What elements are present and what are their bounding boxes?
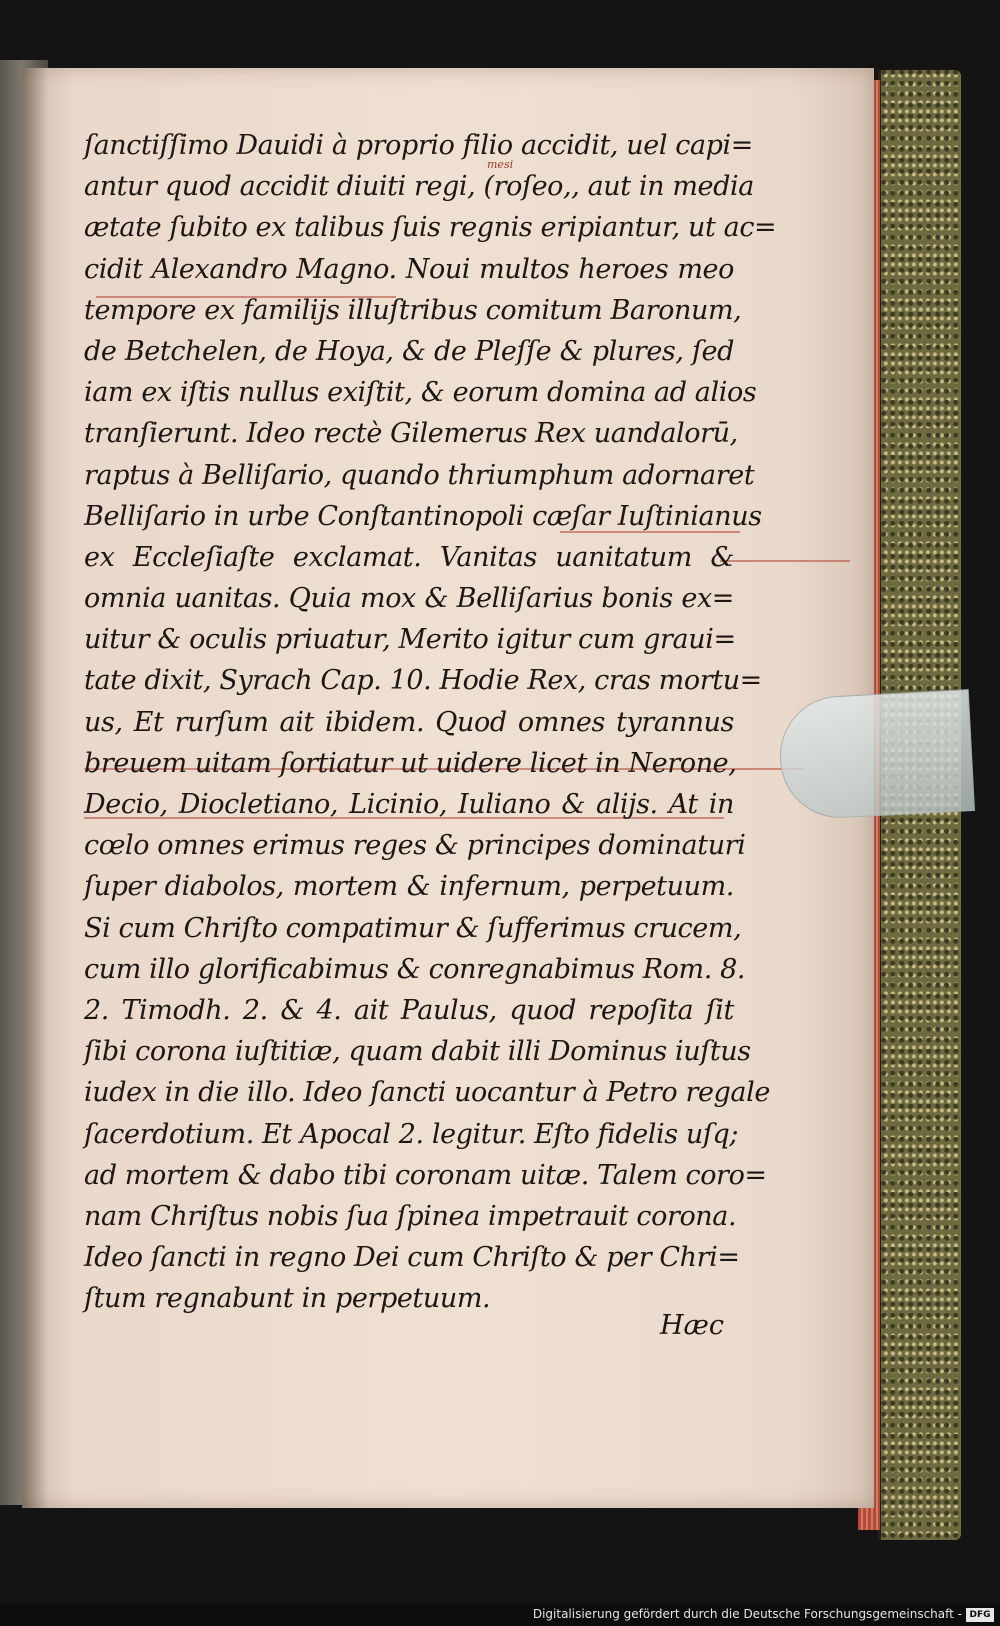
marginal-annotation: mesi: [487, 158, 514, 171]
catchword: Hæc: [660, 1310, 725, 1341]
text-line: tranſierunt. Ideo rectè Gilemerus Rex uandalorū,: [84, 418, 738, 450]
dfg-logo: DFG: [966, 1608, 994, 1622]
text-line: ex Eccleſiaſte exclamat. Vanitas uanitatum &: [84, 541, 734, 573]
text-line: iam ex iſtis nullus exiſtit, & eorum domina ad alios: [84, 377, 757, 409]
text-line: Belliſario in urbe Conſtantinopoli cæſar Iuſtinianus: [84, 500, 762, 532]
text-line: tempore ex familijs illuſtribus comitum Baronum,: [84, 294, 742, 326]
text-line: ſibi corona iuſtitiæ, quam dabit illi Dominus iuſtus: [84, 1036, 751, 1068]
text-line: ſacerdotium. Et Apocal 2. legitur. Eſto fidelis uſq;: [84, 1118, 739, 1150]
text-line: ſtum regnabunt in perpetuum.: [84, 1283, 491, 1315]
text-line: ad mortem & dabo tibi coronam uitæ. Talem coro=: [84, 1159, 767, 1191]
text-line: cum illo glorificabimus & conregnabimus Rom. 8.: [84, 953, 746, 985]
text-line: ſuper diabolos, mortem & infernum, perpetuum.: [84, 871, 734, 903]
text-line: breuem uitam ſortiatur ut uidere licet in Nerone,: [84, 747, 737, 779]
text-line: Si cum Chriſto compatimur & ſufferimus crucem,: [84, 912, 742, 944]
text-line: antur quod accidit diuiti regi, (roſeo,, aut in media: [84, 171, 754, 203]
text-line: cidit Alexandro Magno. Noui multos heroes meo: [84, 253, 734, 285]
text-line: iudex in die illo. Ideo ſancti uocantur à Petro regale: [84, 1077, 770, 1109]
gutter-shadow: [22, 68, 48, 1508]
text-line: ſanctiſſimo Dauidi à proprio filio accidit, uel capi=: [84, 130, 754, 161]
text-line: 2. Timodh. 2. & 4. ait Paulus, quod repoſita ſit: [84, 994, 734, 1026]
footer-bar: [0, 1604, 1000, 1626]
text-line: nam Chriſtus nobis ſua ſpinea impetrauit corona.: [84, 1200, 737, 1232]
page-text: [84, 125, 777, 1319]
text-line: raptus à Belliſario, quando thriumphum adornaret: [84, 459, 755, 491]
text-line: omnia uanitas. Quia mox & Belliſarius bonis ex=: [84, 583, 734, 615]
text-line: us, Et rurſum ait ibidem. Quod omnes tyrannus: [84, 706, 734, 738]
text-line: ætate ſubito ex talibus ſuis regnis eripiantur, ut ac=: [84, 212, 777, 244]
text-line: tate dixit, Syrach Cap. 10. Hodie Rex, cras mortu=: [84, 665, 762, 697]
red-underline: [720, 560, 850, 562]
text-line: Ideo ſancti in regno Dei cum Chriſto & per Chri=: [84, 1242, 740, 1274]
text-line: Decio, Diocletiano, Licinio, Iuliano & alijs. At in: [84, 789, 734, 820]
text-line: de Betchelen, de Hoya, & de Pleſſe & plures, ſed: [84, 335, 734, 367]
text-line: cœlo omnes erimus reges & principes dominaturi: [84, 830, 746, 862]
text-line: uitur & oculis priuatur, Merito igitur cum graui=: [84, 624, 736, 656]
plastic-page-tab: [777, 689, 975, 821]
funding-credit: Digitalisierung gefördert durch die Deutsche Forschungsgemeinschaft -: [532, 1607, 962, 1621]
